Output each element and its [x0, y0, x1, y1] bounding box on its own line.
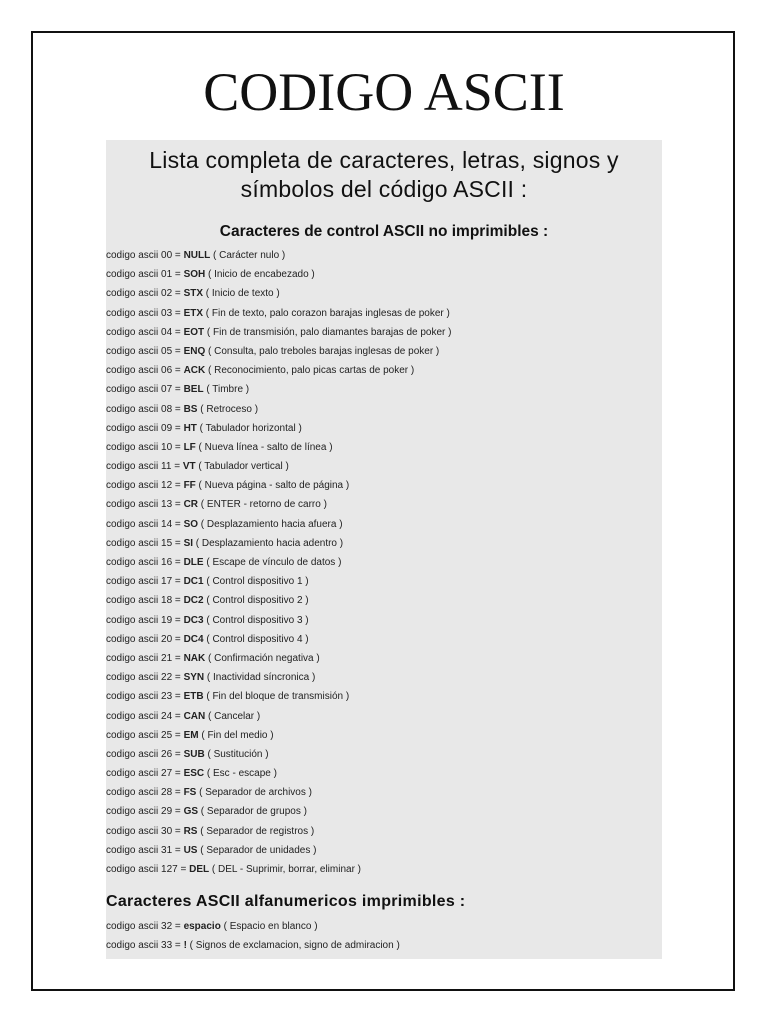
ascii-number: codigo ascii 02 = [106, 288, 184, 300]
ascii-number: codigo ascii 04 = [106, 326, 184, 338]
ascii-description: ( ENTER - retorno de carro ) [198, 499, 327, 511]
ascii-description: ( Separador de registros ) [197, 825, 315, 837]
ascii-description: ( Espacio en blanco ) [220, 921, 318, 933]
ascii-number: codigo ascii 06 = [106, 365, 184, 377]
ascii-code: STX [183, 288, 204, 300]
ascii-code: RS [183, 825, 198, 837]
content-panel [106, 140, 662, 959]
ascii-code: ETX [183, 307, 204, 319]
ascii-code: NAK [183, 652, 206, 664]
list-item [106, 630, 662, 649]
list-item [106, 304, 662, 323]
ascii-number: codigo ascii 08 = [106, 403, 184, 415]
ascii-number: codigo ascii 31 = [106, 844, 184, 856]
ascii-code: SI [183, 537, 194, 549]
ascii-code: SOH [183, 269, 206, 281]
ascii-number: codigo ascii 03 = [106, 307, 184, 319]
ascii-description: ( Consulta, palo treboles barajas inglesas de poker ) [205, 345, 440, 357]
ascii-code: LF [183, 441, 196, 453]
ascii-code: DC4 [183, 633, 204, 645]
ascii-number: codigo ascii 23 = [106, 691, 184, 703]
ascii-description: ( Control dispositivo 2 ) [203, 595, 309, 607]
ascii-description: ( Desplazamiento hacia adentro ) [193, 537, 344, 549]
ascii-description: ( Cancelar ) [205, 710, 261, 722]
ascii-description: ( Tabulador vertical ) [195, 461, 289, 473]
list-item [106, 841, 662, 860]
list-item [106, 707, 662, 726]
ascii-code: DC3 [183, 614, 204, 626]
ascii-description: ( Signos de exclamacion, signo de admiracion ) [186, 940, 400, 952]
ascii-description: ( Fin del bloque de transmisión ) [203, 691, 350, 703]
ascii-code: GS [183, 806, 199, 818]
list-item [106, 361, 662, 380]
ascii-code: DLE [183, 557, 204, 568]
ascii-description: ( Carácter nulo ) [210, 250, 286, 261]
ascii-description: ( Reconocimiento, palo picas cartas de poker ) [205, 365, 415, 377]
ascii-number: codigo ascii 12 = [106, 480, 184, 492]
ascii-number: codigo ascii 28 = [106, 787, 184, 799]
ascii-number: codigo ascii 30 = [106, 825, 184, 837]
ascii-code: DC2 [183, 595, 204, 607]
ascii-description: ( Control dispositivo 4 ) [203, 633, 309, 645]
ascii-code: US [183, 844, 198, 856]
ascii-code: ENQ [183, 345, 206, 357]
list-item [106, 649, 662, 668]
ascii-number: codigo ascii 25 = [106, 729, 184, 741]
list-item [106, 246, 662, 265]
list-item [106, 745, 662, 764]
ascii-description: ( Inactividad síncronica ) [204, 672, 316, 684]
ascii-code: ESC [183, 768, 205, 780]
ascii-description: ( Desplazamiento hacia afuera ) [198, 518, 343, 530]
section-heading-control: Caracteres de control ASCII no imprimibles : [219, 223, 549, 240]
list-item [106, 572, 662, 591]
ascii-number: codigo ascii 32 = [106, 921, 184, 933]
ascii-number: codigo ascii 07 = [106, 384, 184, 396]
ascii-number: codigo ascii 19 = [106, 614, 184, 626]
printable-characters-list [106, 917, 662, 955]
panel-heading: Lista completa de caracteres, letras, signos y símbolos del código ASCII : [149, 147, 619, 202]
ascii-number: codigo ascii 24 = [106, 710, 184, 722]
ascii-code: EOT [183, 326, 205, 338]
ascii-number: codigo ascii 22 = [106, 672, 184, 684]
list-item [106, 495, 662, 514]
list-item [106, 764, 662, 783]
list-item [106, 284, 662, 303]
list-item [106, 783, 662, 802]
ascii-description: ( Fin del medio ) [198, 729, 274, 741]
ascii-code: VT [182, 461, 196, 473]
list-item [106, 822, 662, 841]
ascii-code: BEL [183, 384, 204, 396]
list-item [106, 687, 662, 706]
list-item [106, 265, 662, 284]
control-characters-list [106, 246, 662, 879]
ascii-number: codigo ascii 127 = [106, 864, 190, 875]
ascii-description: ( Escape de vínculo de datos ) [203, 557, 342, 568]
list-item [106, 515, 662, 534]
section-heading-printable: Caracteres ASCII alfanumericos imprimibles : [106, 893, 466, 911]
list-item [106, 860, 662, 879]
ascii-description: ( Esc - escape ) [204, 768, 277, 780]
ascii-description: ( Separador de archivos ) [196, 787, 312, 799]
ascii-description: ( Fin de transmisión, palo diamantes barajas de poker ) [204, 326, 452, 338]
ascii-description: ( Tabulador horizontal ) [196, 422, 302, 434]
ascii-description: ( Confirmación negativa ) [205, 652, 320, 664]
ascii-code: ! [183, 940, 187, 952]
ascii-number: codigo ascii 10 = [106, 441, 184, 453]
ascii-code: DEL [189, 864, 210, 875]
ascii-code: ACK [183, 365, 206, 377]
ascii-description: ( Nueva página - salto de página ) [195, 480, 350, 492]
ascii-number: codigo ascii 09 = [106, 422, 184, 434]
ascii-description: ( Inicio de texto ) [203, 288, 280, 300]
ascii-code: HT [183, 422, 197, 434]
list-item [106, 726, 662, 745]
ascii-description: ( Control dispositivo 1 ) [203, 576, 309, 588]
ascii-number: codigo ascii 05 = [106, 345, 184, 357]
ascii-code: SO [183, 518, 199, 530]
list-item [106, 476, 662, 495]
ascii-number: codigo ascii 13 = [106, 499, 184, 511]
page-title: CODIGO ASCII [203, 62, 565, 122]
ascii-number: codigo ascii 21 = [106, 652, 184, 664]
ascii-code: SYN [183, 672, 205, 684]
ascii-code: EM [183, 729, 199, 741]
ascii-description: ( Control dispositivo 3 ) [203, 614, 309, 626]
ascii-code: CAN [183, 710, 206, 722]
list-item [106, 668, 662, 687]
ascii-description: ( Separador de grupos ) [198, 806, 307, 818]
ascii-description: ( Nueva línea - salto de línea ) [195, 441, 333, 453]
ascii-code: FF [183, 480, 196, 492]
ascii-number: codigo ascii 16 = [106, 557, 184, 568]
ascii-code: FS [183, 787, 197, 799]
ascii-code: SUB [183, 748, 205, 760]
list-item [106, 400, 662, 419]
ascii-number: codigo ascii 17 = [106, 576, 184, 588]
list-item [106, 342, 662, 361]
ascii-number: codigo ascii 27 = [106, 768, 184, 780]
list-item [106, 380, 662, 399]
ascii-description: ( Retroceso ) [197, 403, 259, 415]
list-item [106, 457, 662, 476]
ascii-number: codigo ascii 11 = [106, 461, 183, 473]
ascii-description: ( Separador de unidades ) [197, 844, 317, 856]
ascii-code: CR [183, 499, 199, 511]
ascii-code: DC1 [183, 576, 204, 588]
ascii-code: NULL [183, 250, 211, 261]
ascii-code: ETB [183, 691, 204, 703]
list-item [106, 936, 662, 955]
list-item [106, 323, 662, 342]
ascii-description: ( DEL - Suprimir, borrar, eliminar ) [209, 864, 362, 875]
ascii-description: ( Sustitución ) [204, 748, 269, 760]
ascii-description: ( Inicio de encabezado ) [205, 269, 315, 281]
ascii-description: ( Fin de texto, palo corazon barajas inglesas de poker ) [203, 307, 450, 319]
list-item [106, 419, 662, 438]
ascii-number: codigo ascii 14 = [106, 518, 184, 530]
ascii-code: BS [183, 403, 198, 415]
list-item [106, 438, 662, 457]
list-item [106, 917, 662, 936]
ascii-number: codigo ascii 15 = [106, 537, 184, 549]
ascii-number: codigo ascii 29 = [106, 806, 184, 818]
ascii-number: codigo ascii 26 = [106, 748, 184, 760]
ascii-number: codigo ascii 01 = [106, 269, 184, 281]
ascii-number: codigo ascii 00 = [106, 250, 184, 261]
list-item [106, 802, 662, 821]
list-item [106, 534, 662, 553]
list-item [106, 591, 662, 610]
ascii-code: espacio [183, 921, 221, 933]
list-item [106, 553, 662, 572]
ascii-description: ( Timbre ) [203, 384, 250, 396]
ascii-number: codigo ascii 33 = [106, 940, 184, 952]
list-item [106, 611, 662, 630]
ascii-number: codigo ascii 20 = [106, 633, 184, 645]
ascii-number: codigo ascii 18 = [106, 595, 184, 607]
